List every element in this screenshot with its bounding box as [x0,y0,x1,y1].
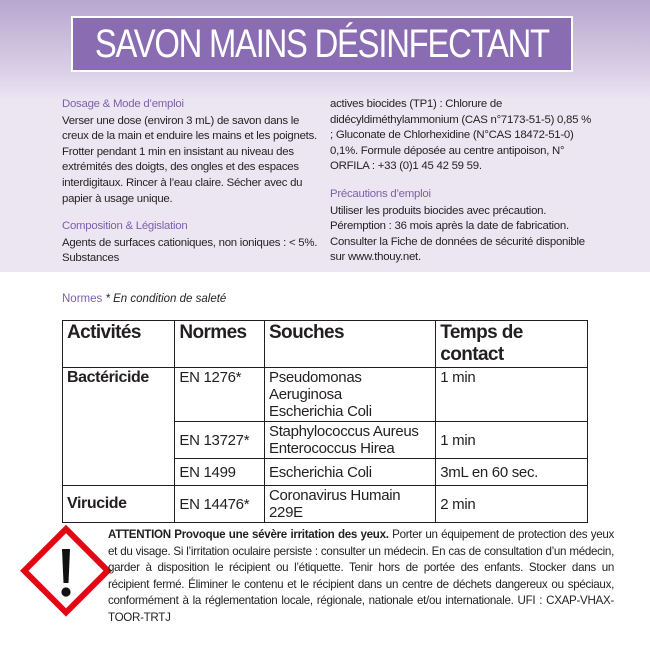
norme-cell: EN 13727* [175,422,265,459]
composition-heading: Composition & Législation [62,220,188,233]
souche-cell: Coronavirus Humain 229E [264,486,435,523]
left-column [62,97,324,267]
precautions-heading: Précautions d’emploi [330,187,431,200]
temps-cell: 1 min [436,422,588,459]
composition-text-right: actives biocides (TP1) : Chlorure de didécyldiméthylammonium (CAS n°7173-51-5) 0,85 % ; Gluconate de Chlorhexidine (N°CAS 18472-51-0) 0,1%. Formule déposée au centre antipoison, N° ORFILA : +33 (0)1 45 42 59 59. [330,98,591,173]
activity-bactericide: Bactéricide [63,368,175,486]
ghs07-exclamation-icon [20,525,112,617]
normes-label: Normes [62,293,103,305]
souche-cell: Escherichia Coli [264,459,435,486]
normes-caption [62,293,226,305]
header-souches: Souches [264,321,435,368]
header-temps: Temps de contact [436,321,588,368]
norme-cell: EN 1499 [175,459,265,486]
dosage-text: Verser une dose (environ 3 mL) de savon dans le creux de la main et enduire les mains et les poignets. Frotter pendant 1 min en insistant au niveau des extrémités des doigts, des ongles et des espaces interdigitaux. Rincer à l’eau claire. Sécher avec du papier à usage unique. [62,114,317,205]
souche-name: Pseudomonas Aeruginosa [268,369,362,403]
temps-cell: 3mL en 60 sec. [436,459,588,486]
right-column [330,97,592,266]
warning-body: Porter un équipement de protection des yeux et du visage. Si l’irritation oculaire persiste : consulter un médecin. En cas de consultation d’un médecin, garder à disposition le récipient ou l’étiquette. Tenir hors de portée des enfants. Stocker dans un récipient fermé. Éliminer le contenu et le récipient dans un centre de déchets dangereux ou spéciaux, conformément à la réglementation locale, régionale, nationale et/ou internationale. UFI : CXAP-VHAX-TOOR-TRTJ [108,528,614,624]
warning-lead: ATTENTION Provoque une sévère irritation des yeux. [108,528,389,541]
normes-note: * En condition de saleté [105,293,227,305]
temps-cell: 2 min [436,486,588,523]
table-row [63,368,588,422]
souche-name: Enterococcus Hirea [268,440,395,457]
souche-cell [264,368,435,422]
efficacy-table [62,320,588,523]
souche-name: Staphylococcus Aureus [268,423,419,440]
composition-text-left: Agents de surfaces cationiques, non ioniques : < 5%. Substances [62,236,318,265]
header-normes: Normes [175,321,265,368]
souche-cell [264,422,435,459]
product-title-box [71,16,573,72]
table-header-row [63,321,588,368]
souche-name: Escherichia Coli [268,403,372,420]
norme-cell: EN 14476* [175,486,265,523]
activity-virucide: Virucide [63,486,175,523]
warning-text [108,527,614,627]
precautions-text: Utiliser les produits biocides avec précaution. Péremption : 36 mois après la date de fabrication. Consulter la Fiche de données de sécurité disponible sur www.thouy.net. [330,204,585,264]
product-title: SAVON MAINS DÉSINFECTANT [94,21,550,66]
temps-cell: 1 min [436,368,588,422]
table-row [63,486,588,523]
norme-cell: EN 1276* [175,368,265,422]
header-activites: Activités [63,321,175,368]
dosage-heading: Dosage & Mode d’emploi [62,98,184,110]
